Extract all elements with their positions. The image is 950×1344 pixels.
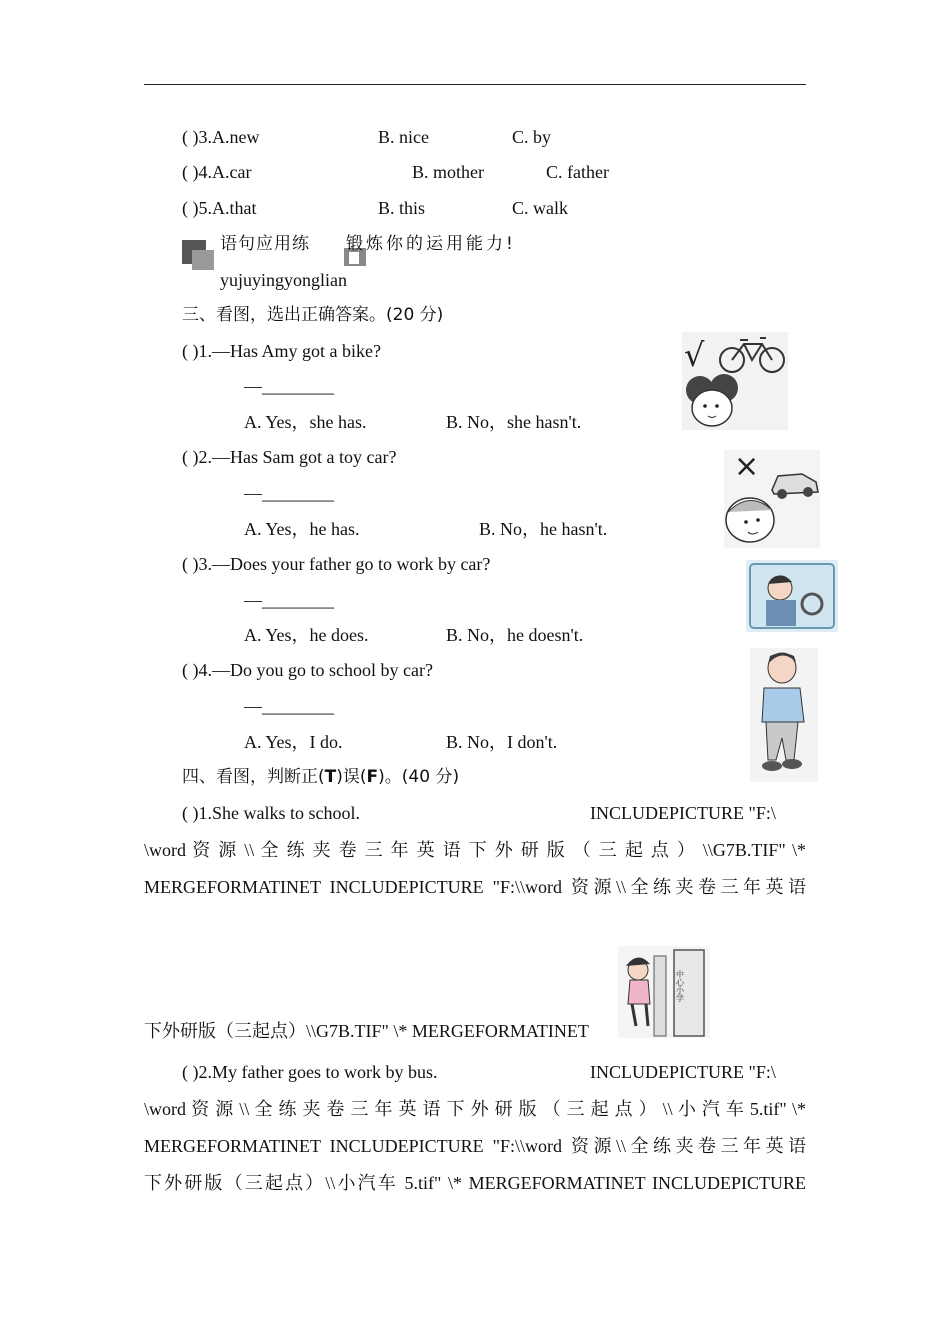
s4-q2-field-code-start: INCLUDEPICTURE "F:\ bbox=[590, 1062, 776, 1082]
s3-q2-answer-blank: —________ bbox=[244, 483, 334, 503]
girl-with-bike-illustration bbox=[682, 332, 788, 430]
s4-q2-field-line-4: 下外研版（三起点）\\小汽车 5.tif" \* MERGEFORMATINET INCLUDEPICTURE bbox=[144, 1173, 806, 1193]
s3-q1-option-a: A. Yes，she has. bbox=[244, 412, 367, 432]
item-3-option-c: C. by bbox=[512, 127, 552, 147]
item-5-number: ( )5.A.that bbox=[182, 198, 257, 218]
school-gate-sign: 中心小学 bbox=[675, 970, 685, 1002]
header-rule bbox=[144, 84, 806, 85]
item-3-option-b: B. nice bbox=[378, 127, 429, 147]
s3-q3-answer-blank: —________ bbox=[244, 590, 334, 610]
s4-q2-field-line-3: MERGEFORMATINET INCLUDEPICTURE "F:\\word 资源\\全练夹卷三年英语 bbox=[144, 1136, 806, 1156]
boy-face-icon bbox=[726, 498, 774, 542]
banner-subtitle: 锻炼你的运用能力! bbox=[346, 234, 516, 254]
s3-q2-option-a: A. Yes，he has. bbox=[244, 519, 360, 539]
s3-q1-question: ( )1.—Has Amy got a bike? bbox=[182, 341, 381, 361]
item-4-option-c: C. father bbox=[546, 162, 609, 182]
item-4-option-b: B. mother bbox=[412, 162, 484, 182]
s3-q4-option-b: B. No，I don't. bbox=[446, 732, 558, 752]
s3-q2-option-b: B. No，he hasn't. bbox=[479, 519, 608, 539]
s3-q3-option-a: A. Yes，he does. bbox=[244, 625, 369, 645]
s4-q2-statement: ( )2.My father goes to work by bus. bbox=[182, 1062, 438, 1082]
banner-pinyin: yujuyingyonglian bbox=[220, 270, 347, 290]
s4-q2-field-line-2: \word 资 源 \\ 全 练 夹 卷 三 年 英 语 下 外 研 版 （ 三 起 点 ） \\ 小 汽 车 5.tif" \* bbox=[144, 1099, 806, 1119]
s3-q4-question: ( )4.—Do you go to school by car? bbox=[182, 660, 433, 680]
s4-q1-field-code-start: INCLUDEPICTURE "F:\ bbox=[590, 803, 776, 823]
section-3-heading: 三、看图，选出正确答案。(20 分) bbox=[182, 305, 444, 325]
s4-q1-field-line-2: \word 资 源 \\ 全 练 夹 卷 三 年 英 语 下 外 研 版 （ 三 起 点 ） \\G7B.TIF" \* bbox=[144, 840, 806, 860]
item-5-option-c: C. walk bbox=[512, 198, 568, 218]
s3-q4-answer-blank: —________ bbox=[244, 696, 334, 716]
banner-title: 语句应用练 bbox=[220, 234, 310, 254]
item-3-number: ( )3.A.new bbox=[182, 127, 260, 147]
section-4-heading: 四、看图，判断正(T)误(F)。(40 分) bbox=[182, 767, 460, 787]
boy-with-car-illustration bbox=[724, 450, 820, 548]
s3-q4-option-a: A. Yes，I do. bbox=[244, 732, 343, 752]
banner-square-icon bbox=[182, 238, 216, 272]
s3-q3-question: ( )3.—Does your father go to work by car? bbox=[182, 554, 491, 574]
s3-q2-question: ( )2.—Has Sam got a toy car? bbox=[182, 447, 397, 467]
s3-q1-answer-blank: —________ bbox=[244, 376, 334, 396]
s4-q1-field-line-3: MERGEFORMATINET INCLUDEPICTURE "F:\\word 资源\\全练夹卷三年英语 bbox=[144, 877, 806, 897]
item-4-number: ( )4.A.car bbox=[182, 162, 252, 182]
s3-q1-option-b: B. No，she hasn't. bbox=[446, 412, 582, 432]
father-driving-illustration bbox=[746, 560, 838, 632]
s3-q3-option-b: B. No，he doesn't. bbox=[446, 625, 584, 645]
s4-q1-field-line-4: 下外研版（三起点）\\G7B.TIF" \* MERGEFORMATINET bbox=[144, 1021, 589, 1041]
check-mark: √ bbox=[684, 336, 705, 374]
boy-walking-illustration bbox=[750, 648, 818, 782]
girl-school-gate-illustration bbox=[618, 946, 710, 1038]
item-5-option-b: B. this bbox=[378, 198, 426, 218]
s4-q1-statement: ( )1.She walks to school. bbox=[182, 803, 360, 823]
cross-mark: × bbox=[734, 450, 760, 484]
